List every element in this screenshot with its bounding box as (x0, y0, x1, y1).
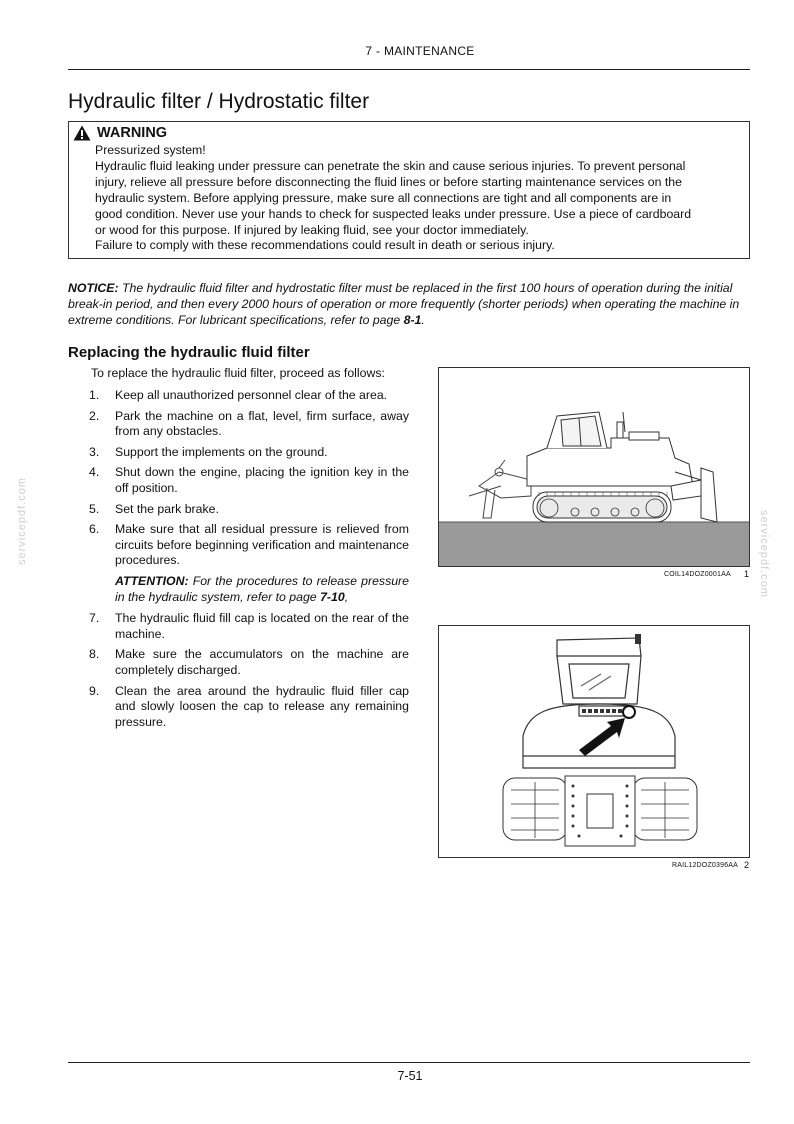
attention-page-ref: 7-10 (320, 589, 345, 604)
step-text: Shut down the engine, placing the ignition key in the off position. (115, 465, 409, 495)
warning-header (73, 125, 167, 141)
page-title: Hydraulic filter / Hydrostatic filter (68, 90, 370, 113)
procedure-steps (89, 388, 409, 735)
step-number: 8. (89, 647, 100, 662)
warning-triangle-icon (73, 125, 91, 141)
step-item (89, 465, 409, 496)
step-number: 7. (89, 611, 100, 626)
header-divider (68, 69, 750, 70)
watermark-left: servicepdf.com (16, 477, 28, 565)
step-item (89, 388, 409, 404)
step-number: 9. (89, 683, 100, 698)
watermark-right: servicepdf.com (758, 510, 770, 598)
step-text: Keep all unauthorized personnel clear of the area. (115, 388, 388, 402)
page-number: 7-51 (397, 1069, 423, 1083)
notice-paragraph (68, 280, 750, 328)
warning-box (68, 121, 750, 259)
step-number: 1. (89, 388, 100, 402)
step-item (89, 409, 409, 440)
figure-2-caption: RAIL12DOZ0396AA (672, 862, 739, 869)
figure-dozer-rear-view (438, 625, 750, 858)
step-text: Make sure that all residual pressure is relieved from circuits before beginning verification and maintenance procedures. (115, 522, 409, 568)
notice-text: The hydraulic fluid filter and hydrostatic filter must be replaced in the first 100 hours of operation during the initial break-in period, and then every 2000 hours of operation or more frequently (shorter periods) when operating the machine in extreme conditions. For lubricant specifications, refer to page (68, 281, 740, 327)
step-item (89, 502, 409, 518)
warning-line: hydraulic system. Before applying pressure, make sure all connections are tight and all components are in (95, 190, 672, 205)
step-text: Clean the area around the hydraulic fluid filler cap and slowly loosen the cap to release any remaining pressure. (115, 683, 409, 729)
figure-1-caption: COIL14DOZ0001AA (664, 571, 731, 578)
step-number: 6. (89, 522, 100, 537)
step-item (89, 445, 409, 461)
section-title: Replacing the hydraulic fluid filter (68, 344, 310, 361)
step-item (89, 611, 409, 642)
step-text: Park the machine on a flat, level, firm surface, away from any obstacles. (115, 408, 409, 439)
figure-1-number: 1 (744, 569, 750, 579)
step-number: 5. (89, 501, 100, 516)
figure-dozer-side-view (438, 367, 750, 567)
notice-page-ref: 8-1 (403, 313, 422, 327)
attention-note (89, 574, 409, 605)
dozer-side-illustration (439, 368, 750, 567)
procedure-intro: To replace the hydraulic fluid filter, proceed as follows: (91, 366, 385, 380)
warning-line: good condition. Never use your hands to check for suspected leaks under pressure. Use a piece of cardboard (95, 206, 692, 221)
step-text: Make sure the accumulators on the machine are completely discharged. (115, 647, 409, 677)
step-text: Set the park brake. (115, 501, 219, 516)
attention-text: For the procedures to release pressure in the hydraulic system, refer to page (115, 573, 409, 604)
attention-end: , (344, 589, 349, 604)
notice-label: NOTICE: (68, 281, 119, 295)
dozer-rear-illustration (439, 626, 750, 858)
figure-2-number: 2 (744, 860, 750, 870)
warning-line: or wood for this purpose. If injured by leaking fluid, see your doctor immediately. (95, 222, 529, 237)
warning-title: WARNING (97, 125, 168, 141)
attention-label: ATTENTION: (115, 573, 189, 588)
step-number: 2. (89, 408, 100, 423)
step-number: 3. (89, 444, 100, 459)
warning-body (95, 143, 747, 254)
step-item (89, 647, 409, 678)
step-text: The hydraulic fluid fill cap is located on the rear of the machine. (115, 611, 409, 641)
step-number: 4. (89, 465, 100, 480)
step-item (89, 522, 409, 569)
notice-end: . (421, 313, 425, 327)
step-item (89, 684, 409, 731)
warning-line: Failure to comply with these recommendations could result in death or serious injury. (95, 238, 555, 253)
section-header: 7 - MAINTENANCE (365, 44, 475, 58)
warning-line: Pressurized system! (95, 143, 206, 157)
warning-line: Hydraulic fluid leaking under pressure can penetrate the skin and cause serious injuries. To prevent personal (95, 158, 686, 173)
step-text: Support the implements on the ground. (115, 444, 328, 459)
footer-divider (68, 1062, 750, 1063)
warning-line: injury, relieve all pressure before disconnecting the fluid lines or before starting maintenance services on the (95, 174, 682, 189)
